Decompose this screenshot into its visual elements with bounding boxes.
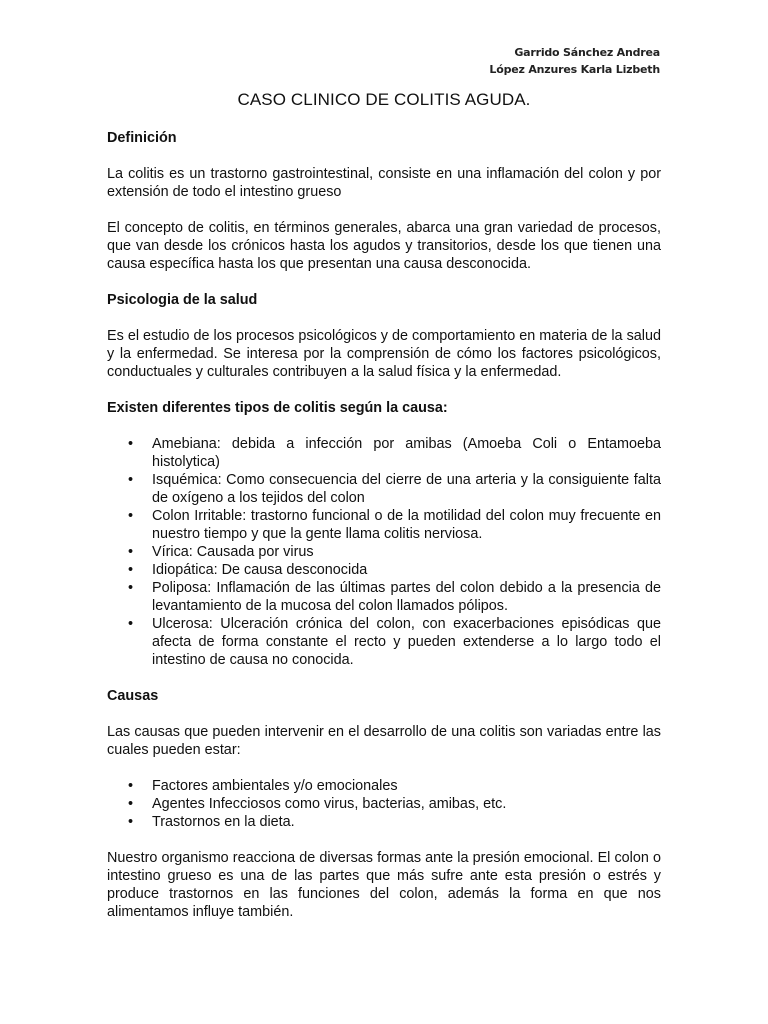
paragraph: La colitis es un trastorno gastrointestinal, consiste en una inflamación del colon y por extensión de todo el intestino grueso [107, 166, 661, 200]
bullet-icon: • [128, 508, 134, 524]
author-block [489, 44, 660, 78]
list-item: • Amebiana: debida a infección por amibas (Amoeba Coli o Entamoeba histolytica) [128, 436, 661, 470]
list-item: • Ulcerosa: Ulceración crónica del colon, con exacerbaciones episódicas que afecta de forma constante el recto y pueden extenderse a lo largo todo el intestino de causa no conocida. [128, 616, 661, 668]
list-item: • Isquémica: Como consecuencia del cierre de una arteria y la consiguiente falta de oxígeno a los tejidos del colon [128, 472, 661, 506]
colitis-types-list [107, 435, 661, 669]
bullet-icon: • [128, 796, 134, 812]
paragraph: El concepto de colitis, en términos generales, abarca una gran variedad de procesos, que van desde los crónicos hasta los agudos y transitorios, desde los que tienen una causa específica hasta los que presentan una causa desconocida. [107, 220, 661, 272]
list-item: • Trastornos en la dieta. [128, 814, 295, 830]
bullet-icon: • [128, 616, 134, 632]
author-name: López Anzures Karla Lizbeth [489, 63, 660, 76]
list-item: • Vírica: Causada por virus [128, 544, 314, 560]
author-name: Garrido Sánchez Andrea [514, 46, 660, 59]
list-item: • Poliposa: Inflamación de las últimas partes del colon debido a la presencia de levantamiento de la mucosa del colon llamados pólipos. [128, 580, 661, 614]
section-heading-definicion: Definición [107, 130, 177, 146]
document-title: CASO CLINICO DE COLITIS AGUDA. [237, 90, 531, 109]
paragraph: Es el estudio de los procesos psicológicos y de comportamiento en materia de la salud y la enfermedad. Se interesa por la comprensión de cómo los factores psicológicos, conductuales y culturales contribuyen a la salud física y la enfermedad. [107, 328, 661, 380]
section-heading-causas: Causas [107, 688, 159, 704]
bullet-icon: • [128, 580, 134, 596]
bullet-icon: • [128, 436, 134, 452]
section-heading-psicologia: Psicologia de la salud [107, 292, 258, 308]
list-item: • Idiopática: De causa desconocida [128, 562, 368, 578]
bullet-icon: • [128, 778, 134, 794]
causes-list [107, 777, 661, 831]
bullet-icon: • [128, 562, 134, 578]
paragraph: Nuestro organismo reacciona de diversas formas ante la presión emocional. El colon o intestino grueso es una de las partes que más sufre ante esta presión o estrés y produce trastornos en las funciones del colon, además la forma en que nos alimentamos influye también. [107, 850, 661, 920]
bullet-icon: • [128, 472, 134, 488]
list-item: • Factores ambientales y/o emocionales [128, 778, 398, 794]
paragraph: Las causas que pueden intervenir en el desarrollo de una colitis son variadas entre las cuales pueden estar: [107, 724, 661, 758]
document-body [107, 129, 661, 921]
list-item: • Colon Irritable: trastorno funcional o de la motilidad del colon muy frecuente en nuestro tiempo y que la gente llama colitis nerviosa. [128, 508, 661, 542]
bullet-icon: • [128, 814, 134, 830]
bullet-icon: • [128, 544, 134, 560]
section-heading-tipos: Existen diferentes tipos de colitis según la causa: [107, 400, 448, 416]
list-item: • Agentes Infecciosos como virus, bacterias, amibas, etc. [128, 796, 507, 812]
